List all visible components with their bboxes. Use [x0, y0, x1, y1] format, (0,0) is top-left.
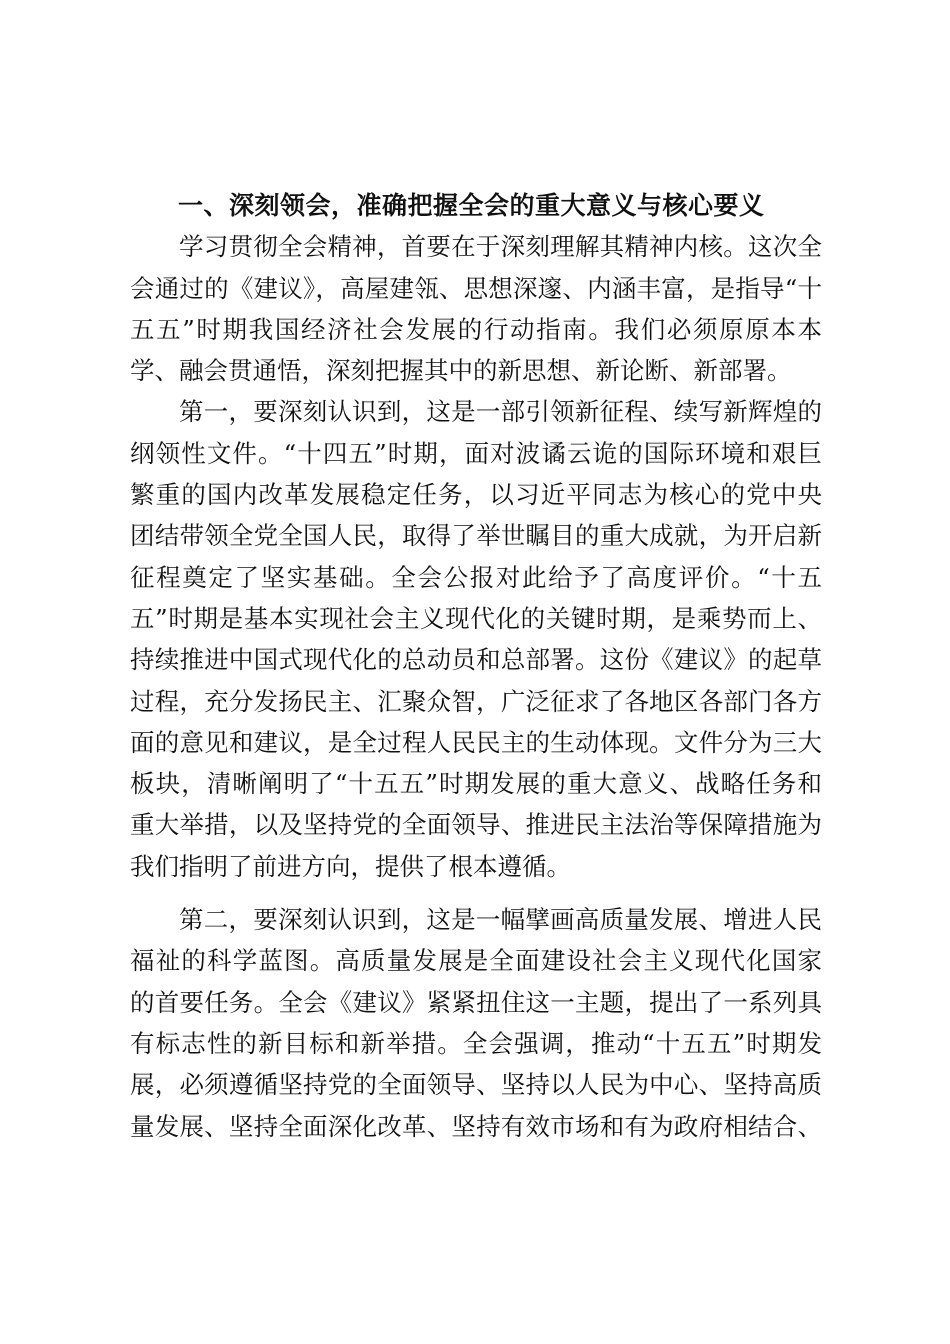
paragraph-line: 五”时期是基本实现社会主义现代化的关键时期，是乘势而上、: [130, 603, 822, 633]
paragraph-line: 福祉的科学蓝图。高质量发展是全面建设社会主义现代化国家: [130, 946, 822, 976]
document-page: [130, 185, 822, 1147]
paragraph-line: 会通过的《建议》，高屋建瓴、思想深邃、内涵丰富，是指导“十: [130, 273, 822, 303]
paragraph: [130, 899, 822, 1147]
paragraph-line: 板块，清晰阐明了“十五五”时期发展的重大意义、战略任务和: [130, 769, 822, 799]
paragraph-line: 第一，要深刻认识到，这是一部引领新征程、续写新辉煌的: [179, 397, 822, 427]
paragraph-line: 我们指明了前进方向，提供了根本遵循。: [130, 851, 571, 881]
paragraph-line: 持续推进中国式现代化的总动员和总部署。这份《建议》的起草: [130, 645, 822, 675]
paragraph-line: 征程奠定了坚实基础。全会公报对此给予了高度评价。“十五: [130, 562, 822, 592]
paragraph-line: 繁重的国内改革发展稳定任务，以习近平同志为核心的党中央: [130, 480, 822, 510]
paragraph-line: 面的意见和建议，是全过程人民民主的生动体现。文件分为三大: [130, 727, 822, 757]
paragraph-line: 的首要任务。全会《建议》紧紧扭住这一主题，提出了一系列具: [130, 987, 822, 1017]
paragraph-line: 第二，要深刻认识到，这是一幅擘画高质量发展、增进人民: [179, 905, 822, 935]
paragraph: [130, 391, 822, 887]
paragraph-line: 展，必须遵循坚持党的全面领导、坚持以人民为中心、坚持高质: [130, 1070, 822, 1100]
paragraph-line: 团结带领全党全国人民，取得了举世瞩目的重大成就，为开启新: [130, 521, 822, 551]
paragraph-line: 五五”时期我国经济社会发展的行动指南。我们必须原原本本: [130, 314, 822, 344]
paragraph: [130, 226, 822, 391]
paragraph-line: 纲领性文件。“十四五”时期，面对波谲云诡的国际环境和艰巨: [130, 438, 822, 468]
paragraph-line: 过程，充分发扬民主、汇聚众智，广泛征求了各地区各部门各方: [130, 686, 822, 716]
paragraph-line: 有标志性的新目标和新举措。全会强调，推动“十五五”时期发: [130, 1028, 822, 1058]
document-body: [130, 226, 822, 1147]
paragraph-line: 学、融会贯通悟，深刻把握其中的新思想、新论断、新部署。: [130, 356, 792, 386]
section-heading: 一、深刻领会，准确把握全会的重大意义与核心要义: [178, 191, 765, 220]
paragraph-line: 重大举措，以及坚持党的全面领导、推进民主法治等保障措施为: [130, 810, 822, 840]
paragraph-line: 量发展、坚持全面深化改革、坚持有效市场和有为政府相结合、: [130, 1111, 822, 1141]
paragraph-line: 学习贯彻全会精神，首要在于深刻理解其精神内核。这次全: [179, 232, 822, 262]
